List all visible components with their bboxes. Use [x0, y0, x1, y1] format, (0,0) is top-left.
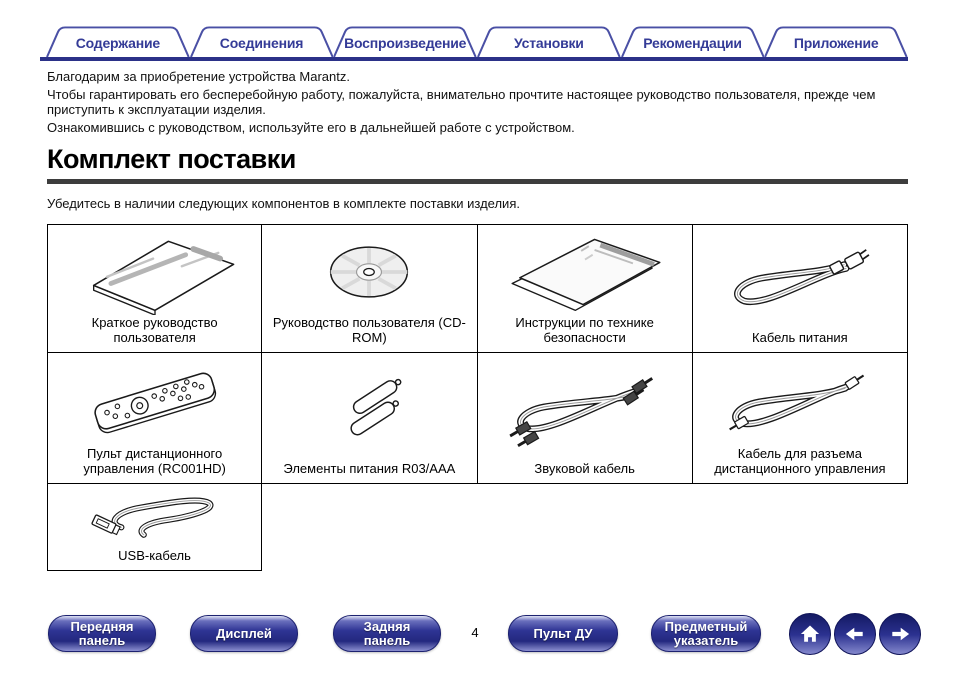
cell-remote-connector-cable: [693, 353, 908, 484]
cell-audio-cable: [478, 353, 693, 484]
remote-connector-cable-illustration: [693, 353, 907, 446]
footer-nav: [0, 611, 954, 657]
title-rule: [47, 179, 908, 184]
remote-control-button[interactable]: [508, 615, 618, 652]
item-label: Звуковой кабель: [534, 461, 635, 476]
quick-start-guide-illustration: [48, 225, 261, 315]
rear-panel-button[interactable]: [333, 615, 441, 652]
item-label: Пульт дистанционного управления (RC001HD): [83, 446, 226, 476]
tab-settings[interactable]: [477, 26, 621, 57]
home-button[interactable]: [789, 613, 831, 655]
item-label: Руководство пользователя (CD-ROM): [272, 315, 466, 345]
cell-quick-start-guide: [47, 224, 262, 353]
tab-settings-label: Установки: [514, 35, 584, 51]
forward-arrow-icon: [886, 620, 914, 648]
intro-paragraph-2: Чтобы гарантировать его бесперебойную работу, пожалуйста, внимательно прочтите настоящее руководство пользователя, прежде чем приступить к эксплуатации изделия.: [47, 86, 876, 117]
remote-control-button-label: Пульт ДУ: [533, 625, 593, 641]
tab-connections[interactable]: [190, 26, 334, 57]
cell-batteries: [262, 353, 477, 484]
package-contents-table: [47, 224, 908, 571]
home-icon: [797, 621, 823, 647]
tab-appendix[interactable]: [764, 26, 908, 57]
tab-connections-label: Соединения: [219, 35, 304, 51]
cell-power-cable: [693, 224, 908, 353]
item-label: Кабель для разъема дистанционного управления: [714, 446, 886, 476]
item-label: Кабель питания: [752, 330, 848, 345]
batteries-illustration: [262, 353, 476, 461]
item-label: Элементы питания R03/AAA: [283, 461, 456, 476]
tab-appendix-label: Приложение: [793, 35, 879, 51]
cd-rom-illustration: [262, 225, 476, 315]
table-row: [47, 353, 908, 484]
index-button[interactable]: [651, 615, 761, 652]
tab-playback-label: Воспроизведение: [344, 35, 467, 51]
front-panel-button[interactable]: [48, 615, 156, 652]
intro-paragraph-3: Ознакомившись с руководством, используйте его в дальнейшей работе с устройством.: [47, 119, 575, 135]
display-button[interactable]: [190, 615, 298, 652]
remote-control-illustration: [48, 353, 261, 446]
tab-contents-label: Содержание: [75, 35, 160, 51]
cell-cd-rom: [262, 224, 477, 353]
forward-button[interactable]: [879, 613, 921, 655]
intro-paragraph-1: Благодарим за приобретение устройства Marantz.: [47, 69, 350, 84]
tab-underline-bar: [40, 57, 908, 61]
cell-safety-instructions: [478, 224, 693, 353]
back-arrow-icon: [841, 620, 869, 648]
cell-remote-control: [47, 353, 262, 484]
table-row: [47, 484, 908, 571]
front-panel-button-label: Передняя панель: [70, 619, 134, 648]
page-title: Комплект поставки: [47, 144, 296, 174]
tab-tips-label: Рекомендации: [643, 35, 742, 51]
usb-cable-illustration: [48, 484, 261, 548]
tab-playback[interactable]: [333, 26, 477, 57]
index-button-label: Предметный указатель: [664, 619, 748, 648]
page-content: [47, 69, 908, 571]
intro-text: [47, 69, 908, 135]
item-label: Инструкции по технике безопасности: [515, 315, 654, 345]
tab-contents[interactable]: [46, 26, 190, 57]
page-number: 4: [471, 625, 479, 640]
item-label: Краткое руководство пользователя: [91, 315, 218, 345]
audio-cable-illustration: [478, 353, 692, 461]
back-button[interactable]: [834, 613, 876, 655]
table-row: [47, 224, 908, 353]
section-lead-text: Убедитесь в наличии следующих компонентов в комплекте поставки изделия.: [47, 196, 520, 211]
display-button-label: Дисплей: [216, 625, 272, 641]
cell-usb-cable: [47, 484, 262, 571]
safety-instructions-illustration: [478, 225, 692, 315]
tab-tips[interactable]: [621, 26, 765, 57]
rear-panel-button-label: Задняя панель: [363, 619, 411, 648]
top-tab-bar: [46, 26, 908, 57]
item-label: USB-кабель: [118, 548, 191, 563]
power-cable-illustration: [693, 225, 907, 330]
